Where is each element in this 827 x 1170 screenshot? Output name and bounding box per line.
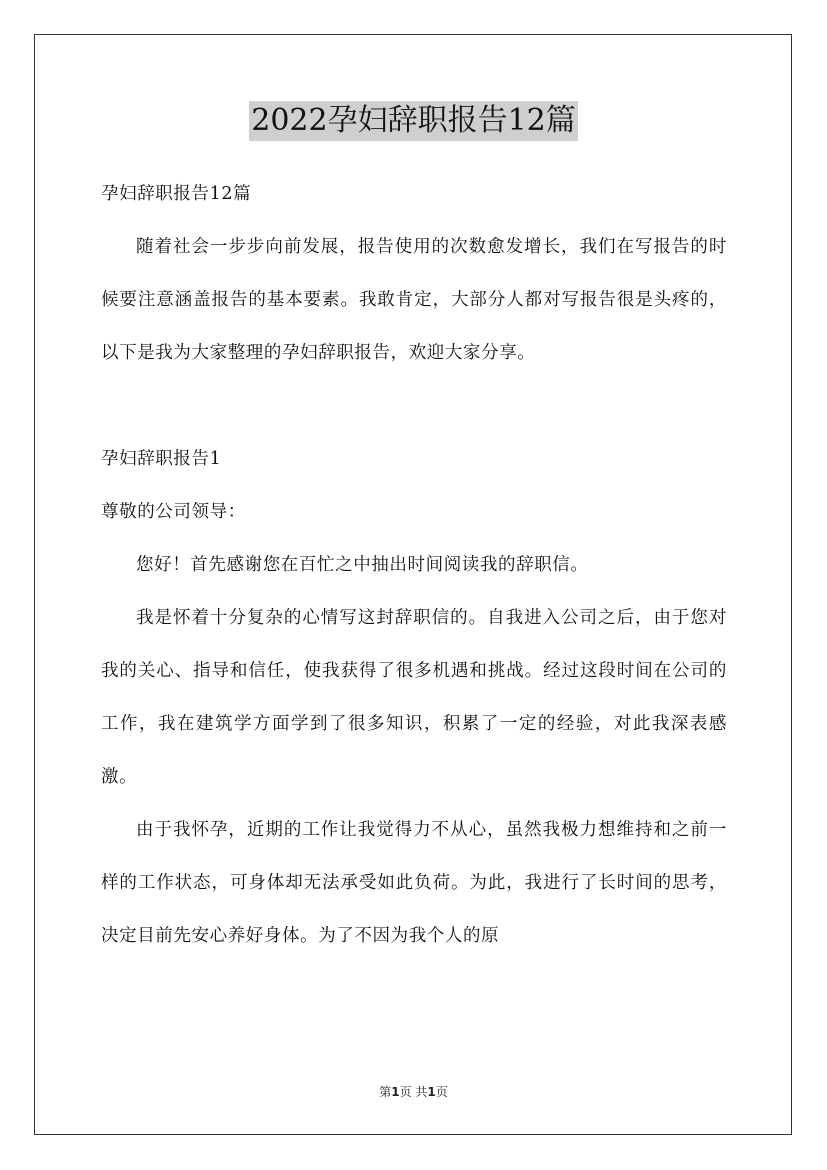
- body-paragraph-2: 我是怀着十分复杂的心情写这封辞职信的。自我进入公司之后，由于您对我的关心、指导和信任，使我获得了很多机遇和挑战。经过这段时间在公司的工作，我在建筑学方面学到了很多知识，积累了一定的经验，对此我深表感激。: [101, 608, 727, 787]
- document-body: [101, 168, 727, 963]
- footer-page-suffix: 页: [435, 1085, 448, 1099]
- intro-paragraph: 随着社会一步步向前发展，报告使用的次数愈发增长，我们在写报告的时候要注意涵盖报告的基本要素。我敢肯定，大部分人都对写报告很是头疼的，以下是我为大家整理的孕妇辞职报告，欢迎大家分享。: [101, 237, 727, 363]
- title-container: [0, 101, 827, 141]
- section-gap: [101, 380, 727, 433]
- body-paragraph-1: 您好！首先感谢您在百忙之中抽出时间阅读我的辞职信。: [136, 555, 589, 575]
- footer-page-mid: 页 共: [399, 1085, 428, 1099]
- footer-page-prefix: 第: [379, 1085, 392, 1099]
- body-paragraph-3: 由于我怀孕，近期的工作让我觉得力不从心，虽然我极力想维持和之前一样的工作状态，可身体却无法承受如此负荷。为此，我进行了长时间的思考，决定目前先安心养好身体。为了不因为我个人的原: [101, 820, 727, 946]
- section-heading: 孕妇辞职报告1: [101, 449, 222, 469]
- footer-page-current: 1: [391, 1085, 400, 1099]
- salutation: 尊敬的公司领导：: [101, 502, 246, 522]
- document-subtitle: 孕妇辞职报告12篇: [101, 184, 252, 204]
- document-title: 2022孕妇辞职报告12篇: [249, 101, 578, 141]
- footer-page-total: 1: [427, 1085, 436, 1099]
- page-footer: [0, 1084, 827, 1100]
